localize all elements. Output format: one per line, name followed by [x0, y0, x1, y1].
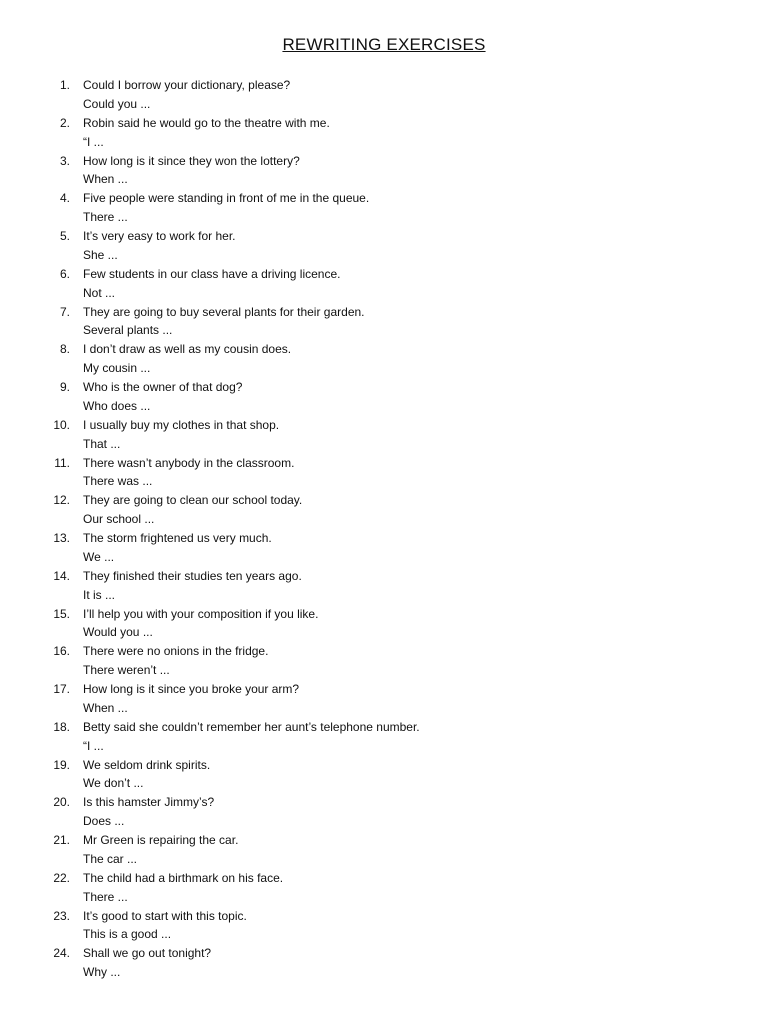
exercise-number: 3.: [59, 153, 70, 168]
exercise-rewrite-prompt: There weren’t ...: [83, 663, 170, 678]
exercise-original-sentence: Robin said he would go to the theatre with me.: [83, 115, 330, 130]
exercise-number: 19.: [53, 757, 70, 772]
exercise-rewrite-prompt: Could you ...: [83, 96, 151, 111]
exercise-original-sentence: There were no onions in the fridge.: [83, 644, 269, 659]
exercise-original-sentence: Who is the owner of that dog?: [83, 380, 243, 394]
exercise-number: 13.: [53, 531, 70, 545]
exercise-original-sentence: Few students in our class have a driving licence.: [83, 266, 341, 281]
exercise-number: 17.: [53, 682, 70, 696]
exercise-original-sentence: The child had a birthmark on his face.: [83, 870, 284, 885]
exercise-original-sentence: The storm frightened us very much.: [83, 531, 272, 545]
exercise-rewrite-prompt: This is a good ...: [83, 927, 172, 942]
exercise-number: 6.: [59, 266, 70, 281]
exercise-original-sentence: It’s good to start with this topic.: [83, 908, 247, 923]
exercise-rewrite-prompt: “I ...: [83, 134, 104, 149]
exercise-rewrite-prompt: When ...: [83, 700, 128, 715]
exercise-rewrite-prompt: “I ...: [83, 738, 104, 753]
exercise-original-sentence: They are going to clean our school today.: [83, 493, 303, 508]
exercise-rewrite-prompt: My cousin ...: [83, 361, 151, 376]
exercise-number: 18.: [53, 719, 70, 734]
exercise-rewrite-prompt: There ...: [83, 889, 128, 904]
exercise-original-sentence: I don’t draw as well as my cousin does.: [83, 342, 292, 357]
exercise-original-sentence: Shall we go out tonight?: [83, 946, 212, 961]
exercise-number: 10.: [53, 417, 70, 432]
exercise-original-sentence: Five people were standing in front of me in the queue.: [83, 191, 370, 206]
exercise-rewrite-prompt: Does ...: [83, 814, 125, 829]
exercise-number: 12.: [53, 493, 70, 508]
exercise-original-sentence: How long is it since you broke your arm?: [83, 682, 300, 696]
document-title: REWRITING EXERCISES: [282, 35, 486, 54]
exercise-number: 2.: [59, 115, 70, 130]
exercise-number: 11.: [54, 455, 70, 470]
exercise-rewrite-prompt: We ...: [83, 549, 115, 564]
exercise-original-sentence: They are going to buy several plants for their garden.: [83, 304, 365, 319]
exercise-rewrite-prompt: That ...: [83, 436, 121, 451]
exercise-number: 16.: [53, 644, 70, 659]
exercise-original-sentence: It’s very easy to work for her.: [83, 229, 236, 243]
exercise-number: 23.: [53, 908, 70, 923]
exercise-rewrite-prompt: It is ...: [83, 587, 116, 602]
exercise-rewrite-prompt: Why ...: [83, 965, 121, 980]
exercise-rewrite-prompt: There was ...: [83, 474, 153, 489]
exercise-rewrite-prompt: She ...: [83, 247, 118, 262]
exercise-number: 15.: [53, 606, 70, 621]
exercise-rewrite-prompt: We don’t ...: [83, 776, 144, 791]
exercise-original-sentence: Is this hamster Jimmy’s?: [83, 795, 215, 810]
exercise-number: 8.: [59, 342, 70, 357]
exercise-rewrite-prompt: Several plants ...: [83, 323, 173, 338]
exercise-number: 9.: [59, 380, 70, 394]
exercise-original-sentence: How long is it since they won the lottery?: [83, 153, 300, 168]
exercise-number: 1.: [59, 78, 70, 92]
exercise-original-sentence: We seldom drink spirits.: [83, 757, 211, 772]
exercise-number: 14.: [53, 568, 70, 583]
exercise-original-sentence: I’ll help you with your composition if you like.: [83, 606, 319, 621]
exercise-original-sentence: Could I borrow your dictionary, please?: [83, 78, 291, 92]
exercise-rewrite-prompt: Our school ...: [83, 512, 155, 527]
exercise-number: 21.: [53, 833, 70, 847]
exercise-number: 4.: [59, 191, 70, 206]
exercise-original-sentence: They finished their studies ten years ago.: [83, 568, 302, 583]
exercise-number: 7.: [59, 304, 70, 319]
exercise-rewrite-prompt: When ...: [83, 172, 128, 187]
exercise-number: 24.: [53, 946, 70, 961]
exercise-rewrite-prompt: Who does ...: [83, 398, 151, 413]
exercise-rewrite-prompt: There ...: [83, 210, 128, 225]
exercise-rewrite-prompt: Not ...: [83, 285, 116, 300]
exercise-original-sentence: There wasn’t anybody in the classroom.: [83, 455, 295, 470]
exercise-original-sentence: I usually buy my clothes in that shop.: [83, 417, 280, 432]
exercise-rewrite-prompt: The car ...: [83, 851, 138, 866]
exercise-number: 5.: [59, 229, 70, 243]
exercise-original-sentence: Mr Green is repairing the car.: [83, 833, 239, 847]
exercise-original-sentence: Betty said she couldn’t remember her aunt’s telephone number.: [83, 719, 420, 734]
exercise-number: 20.: [53, 795, 70, 810]
exercise-number: 22.: [53, 870, 70, 885]
exercise-rewrite-prompt: Would you ...: [83, 625, 153, 640]
